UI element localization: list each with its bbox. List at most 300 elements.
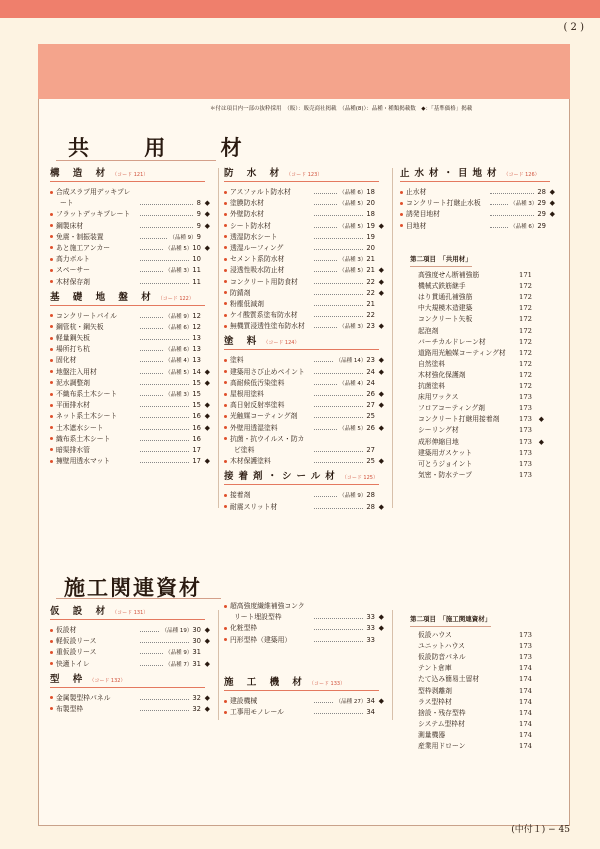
item-label: 透湿防水シート xyxy=(230,232,278,241)
base-price-mark: ◆ xyxy=(204,457,210,466)
section-title-common: 共 用 材 xyxy=(68,135,266,160)
item-label: アスファルト防水材 xyxy=(230,188,291,196)
list-item xyxy=(50,265,205,276)
leader-dots xyxy=(140,429,193,430)
second-item-page: 173 xyxy=(519,448,532,457)
second-item-label: 機械式鉄筋継手 xyxy=(418,282,466,291)
leader-dots xyxy=(314,305,367,306)
second-item-label: 中大規模木造建築 xyxy=(418,304,473,313)
item-label: 仮設材 xyxy=(56,626,77,634)
item-varieties: （品種 4） xyxy=(339,380,367,387)
category-code: （コード 123） xyxy=(286,172,323,178)
page-ref: 26 xyxy=(366,423,375,432)
base-price-mark: ◆ xyxy=(378,322,384,331)
page-ref: 24 xyxy=(366,378,375,387)
bullet-icon xyxy=(50,246,53,249)
second-item-page: 174 xyxy=(519,664,532,673)
list-item xyxy=(224,707,379,718)
second-item-row xyxy=(410,686,542,697)
leader-dots xyxy=(490,215,538,216)
item-varieties: （品種 5） xyxy=(339,268,367,275)
top-color-bar xyxy=(0,0,600,18)
list-item xyxy=(50,355,205,366)
second-item-label: 木材強化保護剤 xyxy=(418,370,466,379)
item-label: ビ塗料 xyxy=(234,445,255,454)
base-price-mark: ◆ xyxy=(204,243,210,252)
item-label: 重仮設リース xyxy=(56,648,97,657)
page-ref: 31 xyxy=(192,648,201,657)
second-item-row xyxy=(410,303,542,314)
list-item xyxy=(50,389,205,400)
item-varieties: （品種 9） xyxy=(165,313,193,320)
item-page xyxy=(190,411,201,422)
item-label: 泥水調整剤 xyxy=(56,378,90,387)
bullet-icon xyxy=(224,246,227,249)
list-item xyxy=(50,221,210,232)
list-item xyxy=(50,636,210,647)
list-item xyxy=(50,693,210,704)
page-ref: 17 xyxy=(192,445,201,454)
leader-dots xyxy=(314,215,367,216)
page-ref: 23 xyxy=(366,356,375,365)
second-item-row xyxy=(410,392,542,403)
second-item-label: 気密・防水テープ xyxy=(418,470,473,479)
page-ref: 16 xyxy=(192,434,201,443)
base-price-mark: ◆ xyxy=(538,437,544,446)
item-varieties: （品種 3） xyxy=(339,257,367,264)
item-label: ケイ酸質系塗布防水材 xyxy=(230,311,298,320)
bullet-icon xyxy=(50,269,53,272)
list-item xyxy=(50,198,210,209)
list-item xyxy=(50,378,210,389)
list-item xyxy=(224,612,384,623)
bullet-icon xyxy=(224,314,227,317)
category-heading xyxy=(224,168,379,182)
second-item-label: 建築用ガスケット xyxy=(418,448,473,457)
category-code: （コード 124） xyxy=(263,340,300,347)
page-ref: 24 xyxy=(366,367,375,376)
base-price-mark: ◆ xyxy=(378,221,384,230)
second-item-row xyxy=(410,381,542,392)
item-label: 止水材 xyxy=(406,188,427,196)
second-item-page: 174 xyxy=(519,686,532,695)
item-varieties: （品種 27） xyxy=(335,699,367,705)
bullet-icon xyxy=(400,213,403,216)
second-item-row xyxy=(410,459,542,470)
second-item-page: 172 xyxy=(519,326,532,335)
bullet-icon xyxy=(50,448,53,451)
item-page xyxy=(364,299,375,310)
item-label: 抗菌・抗ウイルス・防カ xyxy=(230,434,305,443)
list-item xyxy=(224,221,384,232)
page-ref: 22 xyxy=(366,311,375,320)
second-item-row xyxy=(410,674,542,685)
bullet-icon xyxy=(224,359,227,362)
leader-dots xyxy=(314,713,367,714)
item-page xyxy=(190,456,201,467)
leader-dots xyxy=(140,204,193,205)
item-label: 合成スラブ用デッキプレ xyxy=(56,188,131,196)
item-label: 地盤注入用材 xyxy=(56,367,97,376)
item-page xyxy=(508,221,546,233)
bullet-icon xyxy=(224,191,227,194)
leader-dots xyxy=(140,339,193,340)
leader-dots xyxy=(314,618,367,619)
leader-dots xyxy=(140,462,193,463)
legend-notes: ＊付は項目内一部の抜粋採用 （販）：販売商社掲載 （品種(8)）：品種・種類掲載数 ◆：「基準価格」掲載 xyxy=(210,106,473,112)
second-item-label: 抗菌塗料 xyxy=(418,382,446,391)
list-item xyxy=(224,623,384,634)
page-ref: 15 xyxy=(192,378,201,387)
item-label: 塗膜防水材 xyxy=(230,199,264,208)
list-item xyxy=(224,367,384,378)
second-item-page: 174 xyxy=(519,697,532,706)
item-label: 超高強度繊維補強コンク xyxy=(230,602,305,610)
bullet-icon xyxy=(224,505,227,508)
common-column-1 xyxy=(50,164,210,467)
leader-dots xyxy=(314,641,367,642)
base-price-mark: ◆ xyxy=(378,624,384,633)
list-item xyxy=(224,254,379,265)
page-ref: 19 xyxy=(366,221,375,230)
construction-column-1 xyxy=(50,602,210,715)
second-item-page: 173 xyxy=(519,642,532,651)
bullet-icon xyxy=(224,269,227,272)
leader-dots xyxy=(314,395,367,396)
page-ref: 33 xyxy=(366,624,375,633)
item-page xyxy=(190,636,201,647)
bullet-icon xyxy=(224,404,227,407)
item-page xyxy=(364,456,375,467)
item-label: 光触媒コーティング剤 xyxy=(230,412,298,421)
page-ref: 16 xyxy=(192,412,201,421)
bullet-icon xyxy=(224,627,227,630)
page-ref: 32 xyxy=(192,704,201,713)
list-item xyxy=(224,635,379,646)
item-label: 工事用モノレール xyxy=(230,708,284,717)
item-page xyxy=(364,612,375,623)
base-price-mark: ◆ xyxy=(378,697,384,705)
list-item xyxy=(50,367,210,378)
second-item-row xyxy=(410,281,542,292)
base-price-mark: ◆ xyxy=(378,457,384,466)
page-ref: 11 xyxy=(192,277,201,286)
page-ref: 15 xyxy=(192,401,201,410)
item-label: 軽仮設リース xyxy=(56,637,97,646)
list-item xyxy=(50,344,205,355)
list-item xyxy=(224,243,379,254)
item-page xyxy=(364,502,375,513)
category-heading xyxy=(50,674,205,688)
page-ref: 13 xyxy=(192,356,201,365)
page-number: ( 2 ) xyxy=(563,22,584,33)
bullet-icon xyxy=(50,359,53,362)
item-label: ネット系土木シート xyxy=(56,412,118,421)
item-varieties: （品種 6） xyxy=(165,324,193,331)
item-page xyxy=(190,333,201,344)
leader-dots xyxy=(140,699,193,700)
leader-dots xyxy=(314,249,367,250)
page-ref: 18 xyxy=(366,188,375,196)
second-item-label: はり貫通孔補強筋 xyxy=(418,293,473,302)
base-price-mark: ◆ xyxy=(378,277,384,286)
item-page xyxy=(190,254,201,265)
base-price-mark: ◆ xyxy=(204,367,210,376)
list-item xyxy=(224,434,379,445)
second-item-label: システム型枠材 xyxy=(418,719,465,728)
box-title xyxy=(410,254,542,267)
second-item-row xyxy=(410,414,542,425)
item-label: 快適トイレ xyxy=(56,659,90,668)
list-item xyxy=(50,311,205,322)
second-item-page: 172 xyxy=(519,348,532,357)
base-price-mark: ◆ xyxy=(204,210,210,219)
item-varieties: （品種 9） xyxy=(169,234,197,241)
category-heading xyxy=(50,168,205,182)
item-page xyxy=(535,187,546,198)
base-price-mark: ◆ xyxy=(204,199,210,208)
bullet-icon xyxy=(50,258,53,261)
item-label: 免震・制振装置 xyxy=(56,232,104,241)
item-varieties: （品種 7） xyxy=(165,661,193,668)
bullet-icon xyxy=(50,381,53,384)
second-item-page: 173 xyxy=(519,653,532,662)
item-page xyxy=(364,445,375,456)
list-item xyxy=(224,490,379,501)
list-item xyxy=(50,647,205,658)
base-price-mark: ◆ xyxy=(549,188,555,196)
list-item xyxy=(50,704,210,715)
item-label: 屋根用塗料 xyxy=(230,390,264,398)
item-page xyxy=(190,434,201,445)
list-item xyxy=(50,187,205,198)
list-item xyxy=(50,400,210,411)
second-item-page: 172 xyxy=(519,370,532,379)
item-label: 平面排水材 xyxy=(56,401,90,410)
item-varieties: （品種 5） xyxy=(339,201,367,208)
list-item xyxy=(224,265,384,276)
list-item xyxy=(224,198,379,209)
second-item-label: 測量機器 xyxy=(418,730,446,739)
column-divider xyxy=(392,610,393,720)
bullet-icon xyxy=(50,640,53,643)
page-ref: 34 xyxy=(366,697,375,705)
second-item-page: 172 xyxy=(519,359,532,368)
bullet-icon xyxy=(224,437,227,440)
category-heading xyxy=(400,168,550,182)
item-page xyxy=(364,411,375,422)
item-page xyxy=(195,221,201,232)
construction-column-2b xyxy=(224,673,384,718)
list-item xyxy=(224,232,379,243)
second-item-row xyxy=(410,470,542,481)
item-label: 建築用さび止めペイント xyxy=(230,367,305,376)
second-item-page: 173 xyxy=(519,437,532,446)
second-item-row xyxy=(410,314,542,325)
bullet-icon xyxy=(224,291,227,294)
item-label: 鋼製床材 xyxy=(56,221,84,230)
item-label: 塗料 xyxy=(230,356,244,365)
bullet-icon xyxy=(224,224,227,227)
item-page xyxy=(364,623,375,634)
category-code: （コード 132） xyxy=(89,677,126,684)
category-heading xyxy=(224,471,379,485)
list-item xyxy=(224,423,384,434)
page-ref: 14 xyxy=(192,367,201,376)
bullet-icon xyxy=(50,337,53,340)
leader-dots xyxy=(140,440,193,441)
second-item-page: 171 xyxy=(519,271,532,280)
second-item-label: 自然塗料 xyxy=(418,359,446,368)
item-label: 土木遮水シート xyxy=(56,423,104,432)
category-title: 構 造 材 xyxy=(50,168,111,179)
item-varieties: （品種 14） xyxy=(335,358,367,365)
second-item-page: 174 xyxy=(519,708,532,717)
leader-dots xyxy=(314,451,367,452)
leader-dots xyxy=(140,215,193,216)
second-item-row xyxy=(410,359,542,370)
item-varieties: （品種 6） xyxy=(165,347,193,354)
list-item xyxy=(50,322,205,333)
second-item-page: 174 xyxy=(519,719,532,728)
item-label: コンクリート用防食材 xyxy=(230,277,298,286)
second-item-label: 起泡剤 xyxy=(418,326,439,335)
page-ref: 27 xyxy=(366,445,375,454)
list-item xyxy=(224,445,379,456)
bullet-icon xyxy=(50,393,53,396)
item-label: 建設機械 xyxy=(230,697,258,705)
list-item xyxy=(224,277,384,288)
second-item-page: 174 xyxy=(519,730,532,739)
leader-dots xyxy=(140,227,193,228)
list-item xyxy=(224,209,379,220)
page-ref: 27 xyxy=(366,401,375,410)
base-price-mark: ◆ xyxy=(378,266,384,275)
item-varieties: （品種 9） xyxy=(339,493,367,500)
leader-dots xyxy=(314,406,367,407)
bullet-icon xyxy=(50,696,53,699)
item-varieties: （品種 5） xyxy=(339,223,367,230)
bullet-icon xyxy=(50,191,53,194)
category-title: 防 水 材 xyxy=(224,168,285,179)
base-price-mark: ◆ xyxy=(549,210,555,219)
bullet-icon xyxy=(224,415,227,418)
box-title-text: 第二項目 「施工関連資材」 xyxy=(410,614,491,627)
second-item-page: 173 xyxy=(519,404,532,413)
second-item-page: 172 xyxy=(519,315,532,324)
page-ref: 12 xyxy=(192,311,201,320)
second-item-label: 高強度せん断補強筋 xyxy=(418,271,480,280)
header-banner xyxy=(38,44,570,99)
base-price-mark: ◆ xyxy=(378,423,384,432)
second-item-row xyxy=(410,697,542,708)
base-price-mark: ◆ xyxy=(204,704,210,713)
second-item-page: 173 xyxy=(519,393,532,402)
item-varieties: （品種 5） xyxy=(165,369,193,376)
leader-dots xyxy=(314,508,367,509)
box-title xyxy=(410,614,542,627)
item-label: 接着剤 xyxy=(230,491,251,500)
item-page xyxy=(190,423,201,434)
second-item-label: 可とうジョイント xyxy=(418,459,473,468)
leader-dots xyxy=(140,710,193,711)
page-ref: 10 xyxy=(192,243,201,252)
second-item-row xyxy=(410,403,542,414)
base-price-mark: ◆ xyxy=(204,221,210,230)
item-label: 目地材 xyxy=(406,221,427,230)
item-label: 粉塵低減剤 xyxy=(230,299,264,308)
bullet-icon xyxy=(224,605,227,608)
page-ref: 32 xyxy=(192,693,201,702)
second-item-page: 172 xyxy=(519,337,532,346)
item-label: 金属製型枠パネル xyxy=(56,693,111,702)
page-ref: 30 xyxy=(192,626,201,634)
item-label: 高耐候低汚染塗料 xyxy=(230,378,285,387)
category-title: 施 工 機 材 xyxy=(224,677,307,688)
second-item-page: 173 xyxy=(519,415,532,424)
item-page xyxy=(364,209,375,220)
page-ref: 13 xyxy=(192,345,201,354)
item-varieties: （品種 5） xyxy=(339,425,367,432)
second-item-row xyxy=(410,326,542,337)
page-ref: 34 xyxy=(366,708,375,717)
base-price-mark: ◆ xyxy=(204,412,210,421)
second-item-row xyxy=(410,719,542,730)
page-ref: 9 xyxy=(196,221,201,230)
item-page xyxy=(364,288,375,299)
list-item xyxy=(50,625,210,636)
section-title-construction: 施工関連資材 xyxy=(64,575,202,600)
item-label: セメント系防水材 xyxy=(230,255,285,264)
base-price-mark: ◆ xyxy=(204,378,210,387)
page-ref: 29 xyxy=(537,210,546,219)
section-underline xyxy=(56,598,221,599)
category-heading xyxy=(224,336,379,350)
bullet-icon xyxy=(50,370,53,373)
item-page xyxy=(337,321,375,333)
second-item-label: フロアコーティング剤 xyxy=(418,404,485,413)
item-varieties: （品種 4） xyxy=(165,358,193,365)
item-label: 擁壁用透水マット xyxy=(56,457,111,466)
list-item xyxy=(50,277,205,288)
item-label: 無機質浸透性塗布防水材 xyxy=(230,322,305,331)
bullet-icon xyxy=(400,202,403,205)
common-column-2 xyxy=(224,164,384,513)
second-item-page: 173 xyxy=(519,470,532,479)
list-item xyxy=(224,696,384,707)
second-item-page: 173 xyxy=(519,459,532,468)
list-item xyxy=(224,310,379,321)
bullet-icon xyxy=(50,437,53,440)
page-ref: 28 xyxy=(537,188,546,196)
bullet-icon xyxy=(224,302,227,305)
item-label: 誘発目地材 xyxy=(406,210,440,219)
item-label: 耐震スリット材 xyxy=(230,502,278,511)
list-item xyxy=(224,389,384,400)
list-item xyxy=(400,187,555,198)
page-ref: 29 xyxy=(537,199,546,208)
leader-dots xyxy=(314,238,367,239)
bullet-icon xyxy=(50,404,53,407)
page-ref: 22 xyxy=(366,288,375,297)
item-label: 織布系土木シート xyxy=(56,434,111,443)
second-item-page: 173 xyxy=(519,631,532,640)
second-item-row xyxy=(410,448,542,459)
item-page xyxy=(190,277,201,288)
base-price-mark: ◆ xyxy=(204,693,210,702)
bullet-icon xyxy=(400,191,403,194)
item-page xyxy=(364,367,375,378)
